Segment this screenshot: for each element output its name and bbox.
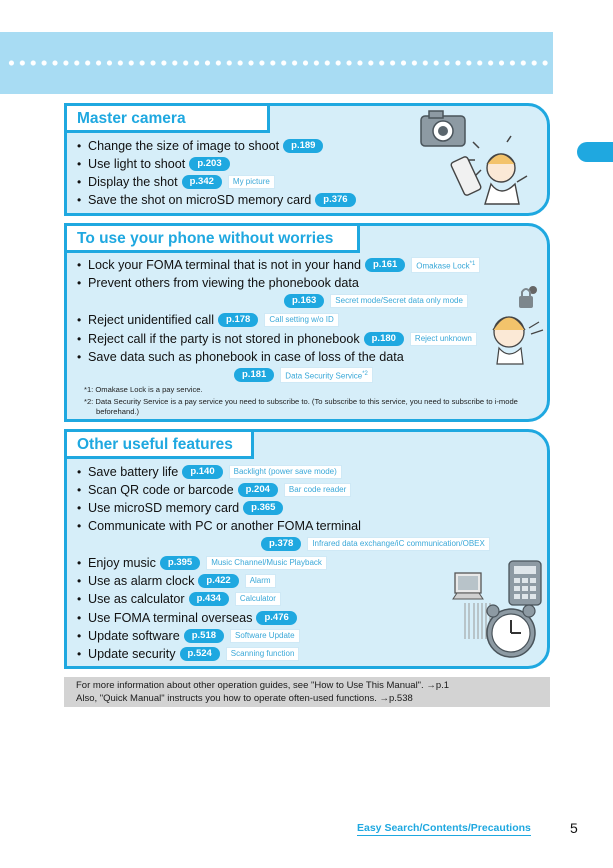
dotted-line <box>6 58 551 68</box>
page-number: 5 <box>570 820 578 836</box>
list-item: • Save battery life p.140 Backlight (power save mode) <box>77 464 342 480</box>
function-tag: Call setting w/o ID <box>264 313 338 327</box>
section-other-features <box>64 429 550 669</box>
page-ref-link[interactable]: p.342 <box>182 175 222 189</box>
function-tag: Omakase Lock$^{*1}$ <box>411 257 480 274</box>
sub-reference <box>257 537 490 551</box>
function-tag: Calculator <box>235 592 281 606</box>
info-line: For more information about other operation guides, see "How to Use This Manual". →p.1 <box>76 680 450 691</box>
page-ref-link[interactable]: p.163 <box>284 294 324 308</box>
page-ref-link[interactable]: p.204 <box>238 483 278 497</box>
page-ref-link[interactable]: p.518 <box>184 629 224 643</box>
function-tag: Bar code reader <box>284 483 351 497</box>
list-item: • Use as alarm clock p.422 Alarm <box>77 573 276 589</box>
function-tag: Scanning function <box>226 647 300 661</box>
list-item: • Prevent others from viewing the phonebook data <box>77 276 359 290</box>
list-item: • Use as calculator p.434 Calculator <box>77 591 281 607</box>
side-tab-marker <box>577 142 613 162</box>
page-ref-link[interactable]: p.189 <box>283 139 323 153</box>
list-item: • Reject call if the party is not stored in phonebook p.180 Reject unknown <box>77 331 477 347</box>
section-phone-security <box>64 223 550 422</box>
function-tag: Reject unknown <box>410 332 477 346</box>
page-ref-link[interactable]: p.422 <box>198 574 238 588</box>
page-ref-link[interactable]: p.365 <box>243 501 283 515</box>
page-ref-link[interactable]: p.524 <box>180 647 220 661</box>
list-item: • Save data such as phonebook in case of loss of the data <box>77 350 404 364</box>
list-item: • Enjoy music p.395 Music Channel/Music Playback <box>77 555 327 571</box>
function-tag: Alarm <box>245 574 276 588</box>
list-item: • Display the shot p.342 My picture <box>77 174 275 190</box>
list-item: • Save the shot on microSD memory card p.376 <box>77 192 356 208</box>
footer-nav-link[interactable]: Easy Search/Contents/Precautions <box>357 822 531 834</box>
list-item: • Use FOMA terminal overseas p.476 <box>77 610 297 626</box>
page-ref-link[interactable]: p.161 <box>365 258 405 272</box>
page-ref-link[interactable]: p.395 <box>160 556 200 570</box>
page-ref-link[interactable]: p.203 <box>189 157 229 171</box>
sub-reference <box>280 294 468 308</box>
list-item: • Reject unidentified call p.178 Call setting w/o ID <box>77 312 339 328</box>
info-line: Also, "Quick Manual" instructs you how to operate often-used functions. →p.538 <box>76 693 413 704</box>
page-ref-link[interactable]: p.476 <box>256 611 296 625</box>
sub-reference <box>230 368 373 382</box>
camera-illustration <box>417 108 547 216</box>
list-item: • Change the size of image to shoot p.189 <box>77 138 323 154</box>
function-tag: Music Channel/Music Playback <box>206 556 327 570</box>
list-item: • Scan QR code or barcode p.204 Bar code reader <box>77 482 351 498</box>
page-ref-link[interactable]: p.180 <box>364 332 404 346</box>
section-title: Other useful features <box>64 429 254 459</box>
list-item: • Communicate with PC or another FOMA terminal <box>77 519 361 533</box>
function-tag: Secret mode/Secret data only mode <box>330 294 468 308</box>
section-title: To use your phone without worries <box>64 223 360 253</box>
list-item: • Update security p.524 Scanning function <box>77 646 299 662</box>
info-note <box>64 677 550 707</box>
list-item: • Use light to shoot p.203 <box>77 156 230 172</box>
page-ref-link[interactable]: p.434 <box>189 592 229 606</box>
footnote: *1: Omakase Lock is a pay service. <box>84 385 203 394</box>
function-tag: Data Security Service$^{*2}$ <box>280 367 373 384</box>
section-master-camera <box>64 103 550 216</box>
page-ref-link[interactable]: p.378 <box>261 537 301 551</box>
section-title: Master camera <box>64 103 270 133</box>
function-tag: My picture <box>228 175 275 189</box>
page-ref-link[interactable]: p.181 <box>234 368 274 382</box>
page-ref-link[interactable]: p.178 <box>218 313 258 327</box>
list-item: • Use microSD memory card p.365 <box>77 500 283 516</box>
pc-calculator-clock-illustration <box>445 559 549 667</box>
list-item: • Update software p.518 Software Update <box>77 628 300 644</box>
page-ref-link[interactable]: p.376 <box>315 193 355 207</box>
page-ref-link[interactable]: p.140 <box>182 465 222 479</box>
girl-with-lock-illustration <box>485 284 549 366</box>
function-tag: Infrared data exchange/iC communication/OBEX <box>307 537 490 551</box>
footnote: *2: Data Security Service is a pay service you need to subscribe to. (To subscribe to this service, you need to subscribe to i-mode beforehand.) <box>84 397 518 416</box>
function-tag: Backlight (power save mode) <box>229 465 342 479</box>
header-banner <box>0 32 553 94</box>
function-tag: Software Update <box>230 629 300 643</box>
list-item: • Lock your FOMA terminal that is not in your hand p.161 Omakase Lock$^{*1}$ <box>77 257 480 273</box>
